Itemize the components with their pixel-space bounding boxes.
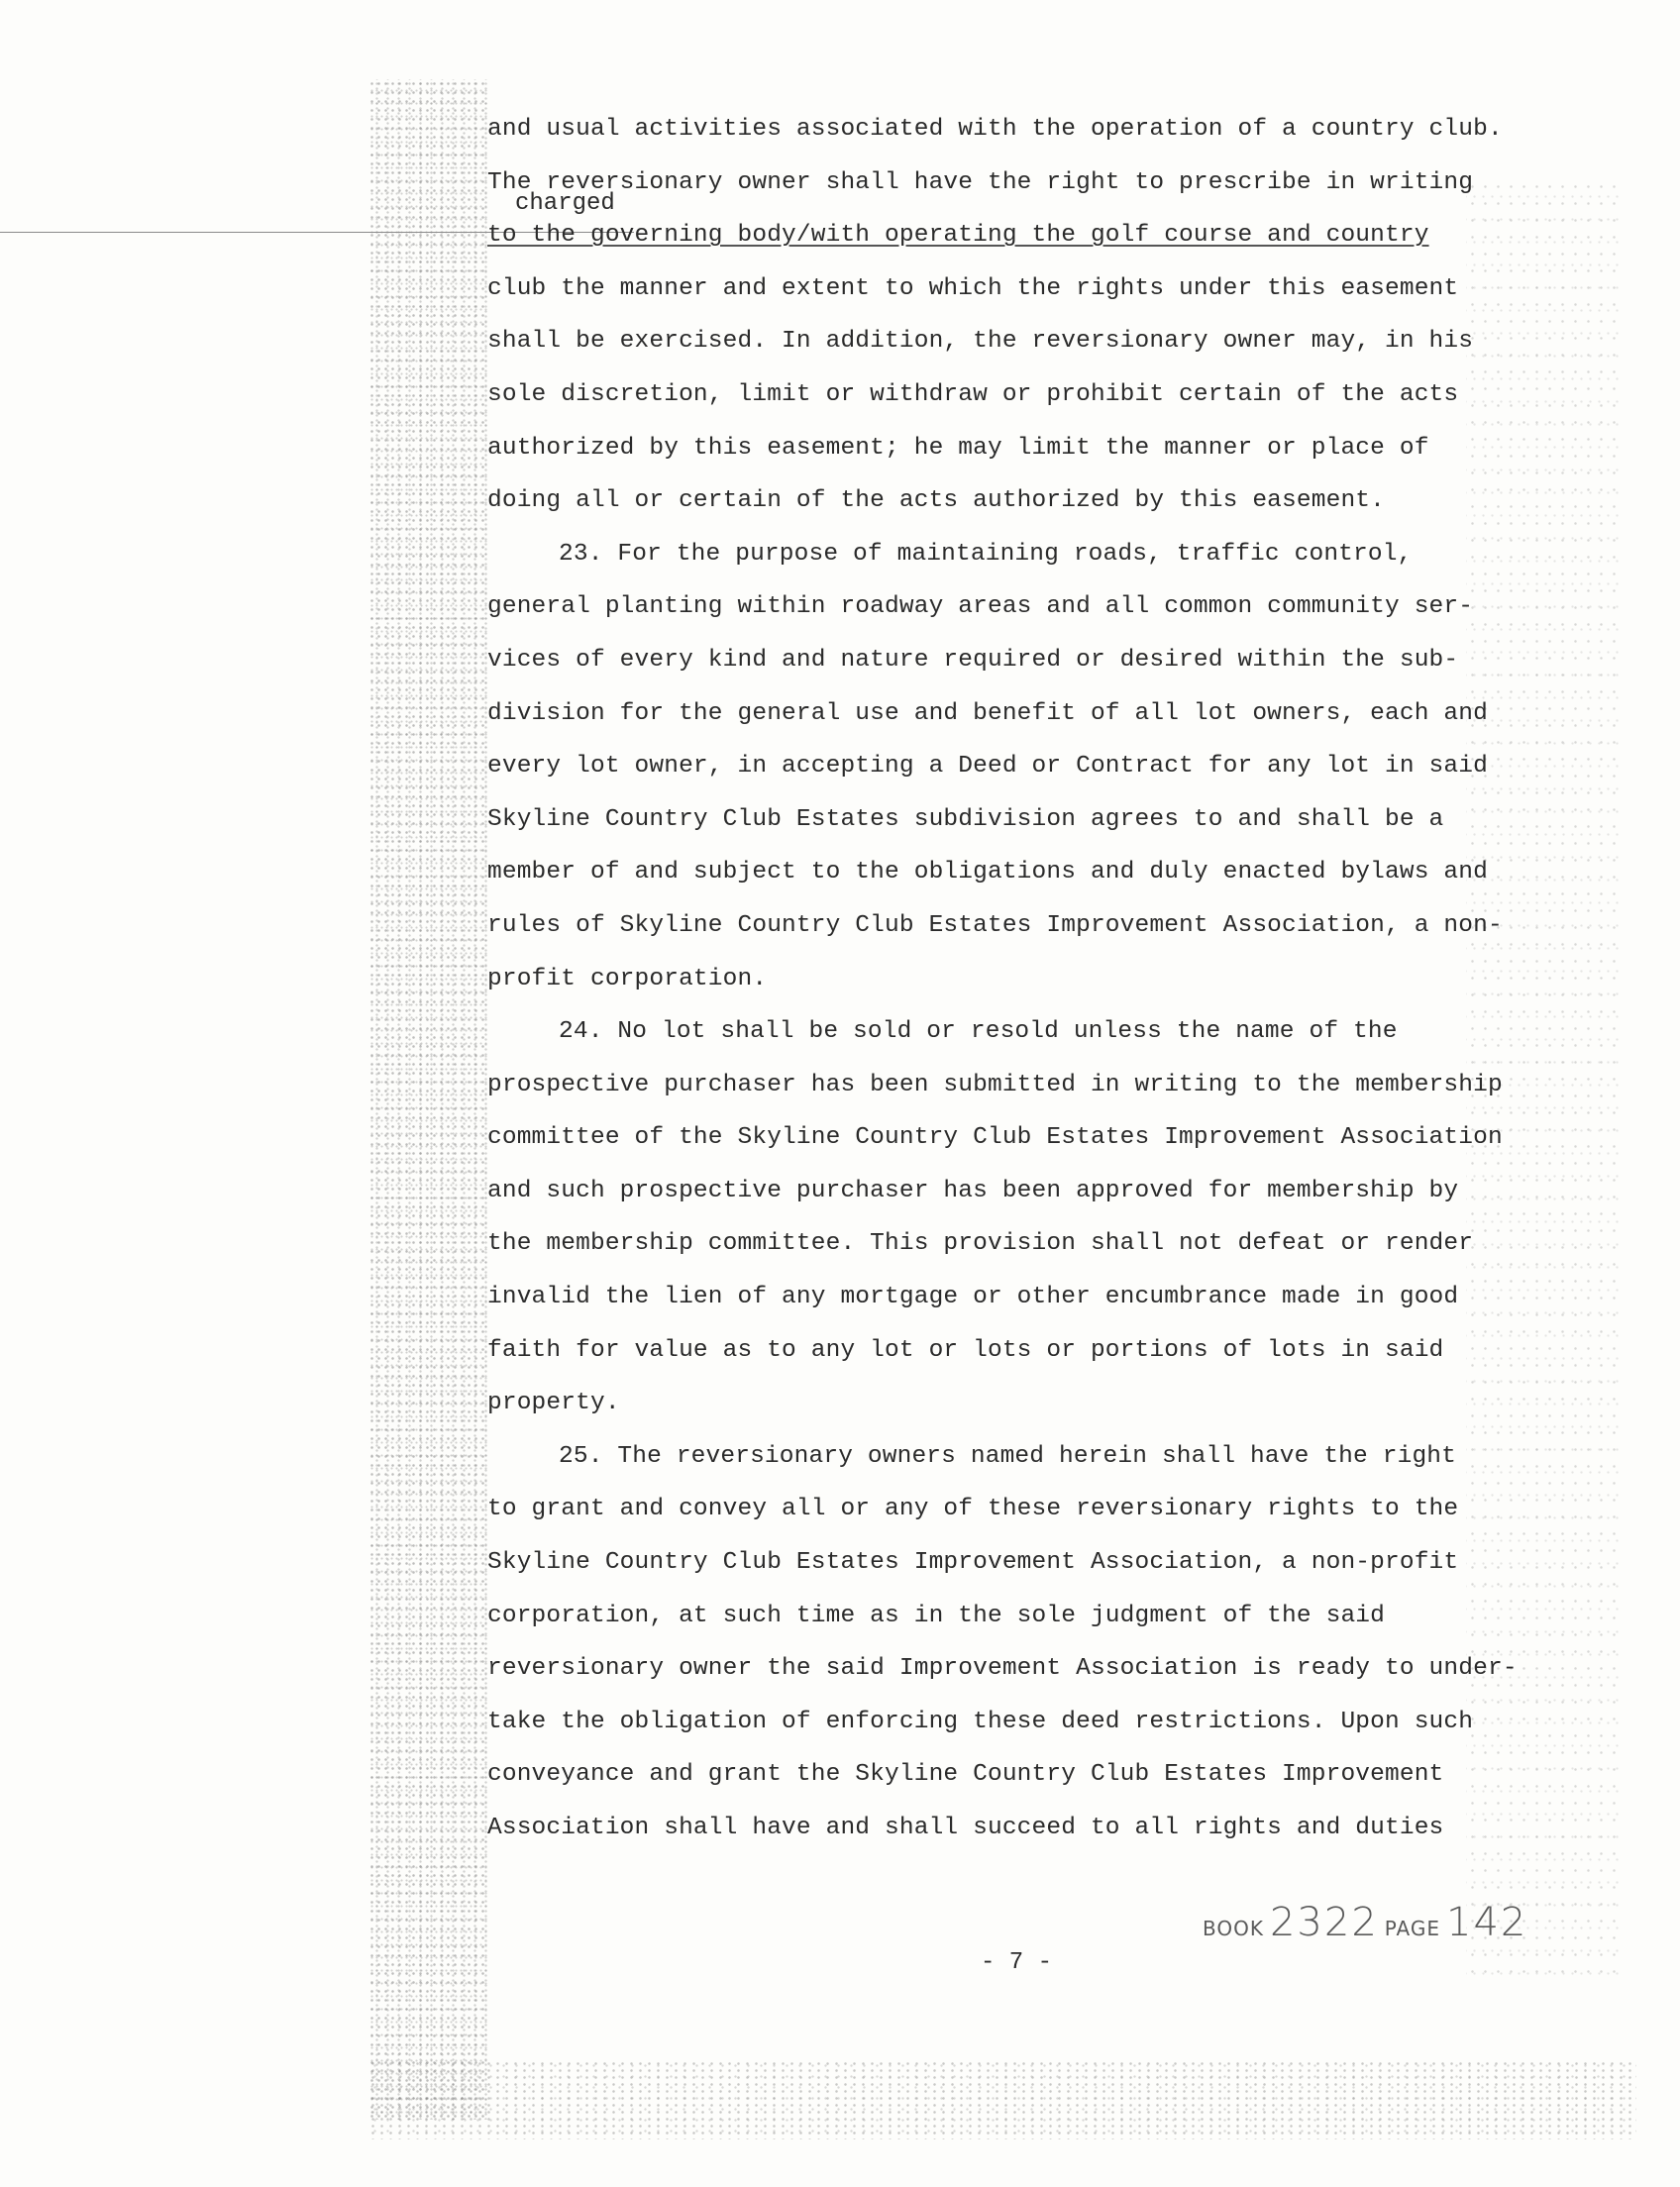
page-number: - 7 -	[981, 1949, 1053, 1976]
body-line: profit corporation.	[487, 965, 768, 992]
body-line: corporation, at such time as in the sole judgment of the said	[487, 1602, 1385, 1629]
body-line: committee of the Skyline Country Club Estates Improvement Association	[487, 1124, 1503, 1152]
body-line: reversionary owner the said Improvement Association is ready to under-	[487, 1655, 1518, 1683]
body-line: Skyline Country Club Estates subdivision agrees to and shall be a	[487, 805, 1444, 833]
document-body	[487, 103, 1577, 1855]
body-line: 24. No lot shall be sold or resold unless the name of the	[559, 1018, 1398, 1046]
stamp-book-number: 2322	[1269, 1900, 1379, 1945]
body-line: shall be exercised. In addition, the reversionary owner may, in his	[487, 328, 1474, 356]
body-line: The reversionary owner shall have the right to prescribe in writing	[487, 168, 1474, 196]
body-line: Skyline Country Club Estates Improvement Association, a non-profit	[487, 1549, 1459, 1577]
body-line: and usual activities associated with the operation of a country club.	[487, 116, 1503, 143]
scan-noise-bottom	[368, 2060, 1636, 2139]
body-line: prospective purchaser has been submitted in writing to the membership	[487, 1071, 1503, 1098]
body-line: property.	[487, 1390, 620, 1417]
body-line: rules of Skyline Country Club Estates Improvement Association, a non-	[487, 911, 1503, 939]
body-line: the membership committee. This provision shall not defeat or render	[487, 1230, 1474, 1258]
body-line: vices of every kind and nature required or desired within the sub-	[487, 646, 1459, 674]
body-line: to the governing body/with operating the golf course and country	[487, 222, 1429, 250]
scan-noise-left	[368, 79, 487, 2120]
body-line: invalid the lien of any mortgage or other encumbrance made in good	[487, 1284, 1459, 1311]
body-line: take the obligation of enforcing these deed restrictions. Upon such	[487, 1708, 1474, 1735]
body-line: conveyance and grant the Skyline Country Club Estates Improvement	[487, 1761, 1444, 1789]
body-line: 25. The reversionary owners named herein shall have the right	[559, 1442, 1456, 1470]
body-line: member of and subject to the obligations and duly enacted bylaws and	[487, 859, 1488, 886]
body-line: 23. For the purpose of maintaining roads, traffic control,	[559, 540, 1413, 568]
body-line: every lot owner, in accepting a Deed or Contract for any lot in said	[487, 753, 1488, 781]
body-line: sole discretion, limit or withdraw or prohibit certain of the acts	[487, 380, 1459, 408]
body-line: club the manner and extent to which the rights under this easement	[487, 274, 1459, 302]
body-line: general planting within roadway areas and all common community ser-	[487, 593, 1474, 621]
body-line: doing all or certain of the acts authorized by this easement.	[487, 487, 1385, 515]
stamp-book-label: BOOK	[1203, 1917, 1264, 1940]
stamp-page-label: PAGE	[1384, 1917, 1441, 1940]
body-line: faith for value as to any lot or lots or portions of lots in said	[487, 1336, 1444, 1364]
stamp-page-value: 142	[1446, 1900, 1528, 1945]
book-page-stamp	[1203, 1900, 1533, 1945]
body-line: to grant and convey all or any of these reversionary rights to the	[487, 1496, 1459, 1523]
body-line: Association shall have and shall succeed to all rights and duties	[487, 1815, 1444, 1841]
body-line: division for the general use and benefit of all lot owners, each and	[487, 699, 1488, 727]
body-line: authorized by this easement; he may limit the manner or place of	[487, 434, 1429, 462]
interlinear-insert: charged	[515, 190, 615, 217]
body-line: and such prospective purchaser has been approved for membership by	[487, 1177, 1459, 1204]
